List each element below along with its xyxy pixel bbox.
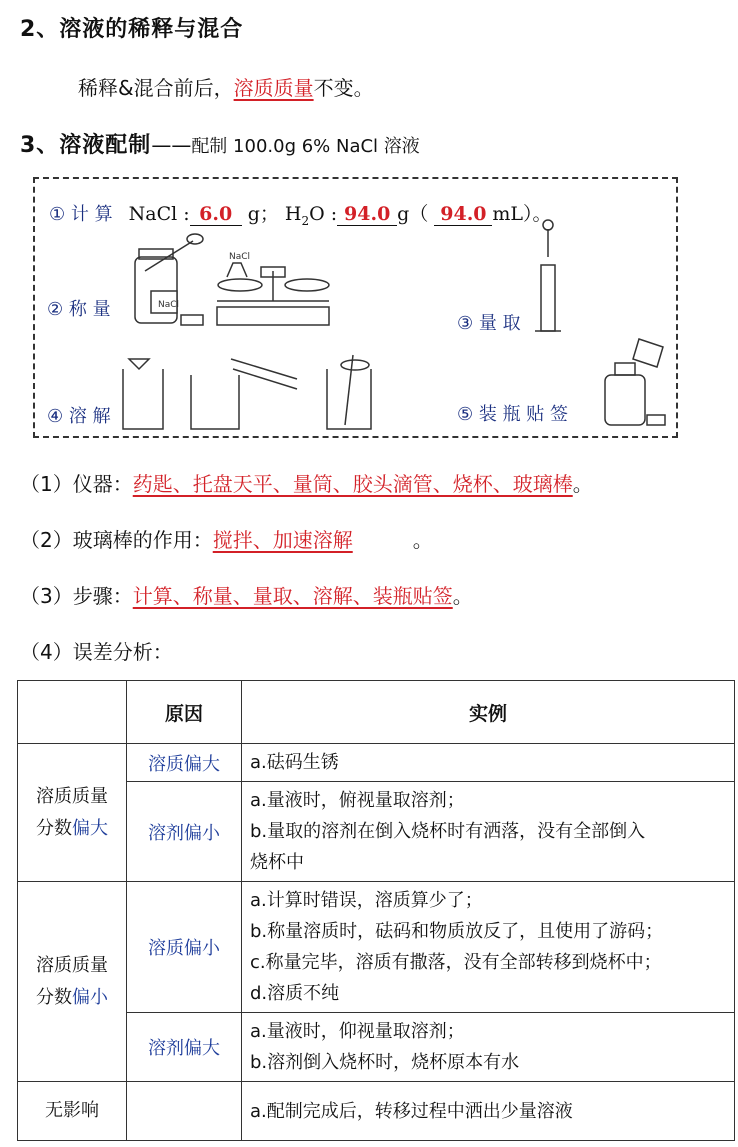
example-cell — [242, 1082, 735, 1141]
q2 — [20, 524, 433, 553]
table-row — [18, 882, 735, 1013]
dilution-rule-key: 溶质质量 — [233, 76, 314, 100]
reason-cell: 溶剂偏大 — [127, 1013, 242, 1082]
section-3-dash: —— — [151, 133, 192, 157]
q2-prefix: （2）玻璃棒的作用： — [20, 528, 213, 552]
nacl-unit: g； — [247, 203, 279, 225]
q3-suffix: 。 — [452, 584, 473, 608]
h2o-unit: g（ — [397, 203, 429, 225]
jar-nacl-label: NaCl — [158, 300, 180, 310]
dilution-rule-suffix: 不变。 — [313, 76, 374, 100]
reason-cell: 溶质偏小 — [127, 882, 242, 1013]
lab-illustrations — [35, 179, 676, 436]
h2o-tail: O : — [309, 203, 338, 225]
balance-nacl-label: NaCl — [229, 252, 251, 262]
example-line: a.配制完成后，转移过程中洒出少量溶液 — [250, 1100, 573, 1122]
step2-label: ② 称 量 — [47, 299, 111, 320]
section-3-subtitle: 配制 100.0g 6% NaCl 溶液 — [191, 136, 420, 157]
example-line: 烧杯中 — [250, 852, 304, 873]
graduated-cylinder-icon — [535, 220, 561, 331]
example-cell — [242, 1013, 735, 1082]
category-high-line2a: 分数 — [36, 817, 72, 839]
nacl-label: NaCl : — [128, 203, 190, 225]
h2o-sub: 2 — [301, 213, 310, 228]
table-header-example: 实例 — [242, 681, 735, 744]
q2-suffix: 。 — [412, 528, 433, 552]
example-line: a.量液时，俯视量取溶剂； — [250, 790, 465, 811]
h2o-value: 94.0 — [337, 203, 397, 226]
category-high — [18, 744, 127, 882]
error-analysis-table — [17, 680, 735, 1141]
example-cell — [242, 744, 735, 782]
section-3-heading — [20, 128, 420, 159]
example-line: b.量取的溶剂在倒入烧杯时有洒落，没有全部倒入 — [250, 821, 646, 842]
q1-prefix: （1）仪器： — [20, 472, 133, 496]
category-low-line1: 溶质质量 — [36, 954, 108, 976]
nacl-value: 6.0 — [190, 203, 242, 226]
ml-value: 94.0 — [434, 203, 492, 226]
example-line: a.砝码生锈 — [250, 752, 339, 773]
example-line: d.溶质不纯 — [250, 983, 340, 1004]
h2o-label: H — [284, 203, 302, 225]
stirring-beaker-icon — [327, 355, 371, 429]
section-2-title: 2、溶液的稀释与混合 — [20, 17, 244, 42]
example-line: a.计算时错误，溶质算少了； — [250, 890, 483, 911]
example-line: a.量液时，仰视量取溶剂； — [250, 1021, 465, 1042]
q1-answer: 药匙、托盘天平、量筒、胶头滴管、烧杯、玻璃棒 — [132, 472, 573, 496]
step4-label: ④ 溶 解 — [47, 406, 111, 427]
stopper-icon — [181, 315, 203, 325]
q4: （4）误差分析： — [20, 640, 173, 664]
beaker-icon — [123, 359, 163, 429]
balance-icon — [217, 263, 329, 325]
step5-label: ⑤ 装 瓶 贴 签 — [457, 404, 569, 425]
category-low-line2a: 分数 — [36, 986, 72, 1008]
category-none: 无影响 — [18, 1082, 127, 1141]
reagent-bottle-icon — [605, 339, 665, 425]
q3-answer: 计算、称量、量取、溶解、装瓶贴签 — [132, 584, 453, 608]
q3 — [20, 580, 473, 609]
reason-cell: 溶质偏大 — [127, 744, 242, 782]
q2-answer: 搅拌、加速溶解 — [212, 528, 353, 552]
table-row — [18, 1082, 735, 1141]
table-header-reason: 原因 — [127, 681, 242, 744]
ml-unit: mL）。 — [492, 203, 552, 225]
lab-procedure-box — [33, 177, 678, 438]
category-high-line2b: 偏大 — [72, 817, 108, 839]
example-cell — [242, 782, 735, 882]
q1 — [20, 468, 593, 497]
reason-cell — [127, 1082, 242, 1141]
table-row — [18, 744, 735, 782]
step3-label: ③ 量 取 — [457, 313, 521, 334]
reason-cell: 溶剂偏小 — [127, 782, 242, 882]
category-low-line2b: 偏小 — [72, 986, 108, 1008]
example-line: b.溶剂倒入烧杯时，烧杯原本有水 — [250, 1052, 520, 1073]
q1-suffix: 。 — [572, 472, 593, 496]
table-header-empty — [18, 681, 127, 744]
step1-label: ① 计 算 — [49, 204, 113, 225]
example-line: b.称量溶质时，砝码和物质放反了，且使用了游码； — [250, 921, 664, 942]
beaker-pour-icon — [191, 359, 297, 429]
category-high-line1: 溶质质量 — [36, 785, 108, 807]
q3-prefix: （3）步骤： — [20, 584, 133, 608]
example-cell — [242, 882, 735, 1013]
section-3-title: 3、溶液配制 — [20, 133, 152, 158]
table-header-row — [18, 681, 735, 744]
category-low — [18, 882, 127, 1082]
example-line: c.称量完毕，溶质有撒落，没有全部转移到烧杯中； — [250, 952, 662, 973]
dilution-rule-prefix: 稀释&混合前后， — [78, 76, 234, 100]
dilution-rule — [78, 72, 374, 101]
